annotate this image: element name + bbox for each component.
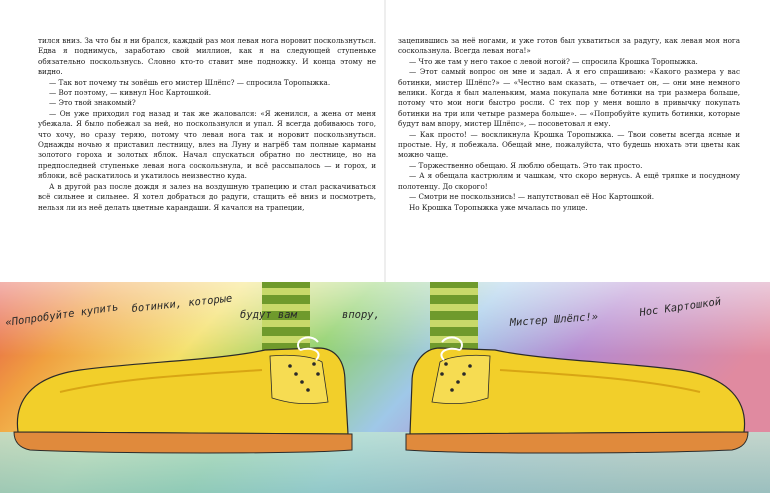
right-paragraph: — Как просто! — воскликнула Крошка Торопыжка. — Твои советы всегда ясные и простые. Ну, я побежала. Обещай мне, пожалуйста, что будешь нюхать эти цветы как можно чаще. (398, 129, 740, 160)
right-paragraph: — Этот самый вопрос он мне и задал. А я его спрашиваю: «Какого размера у вас ботинки, мистер Шлёпс?» — «Честно вам сказать, — отвечает он, — они мне немного велики. Когда я был маленьким, мама покупала мне ботинки на три размера больше, потому что мои ноги быстро росли. С тех пор у меня вошло в привычку покупать ботинки на три или четыре размера больше». — «Попробуйте купить ботинки, которые будут вам впору, мистер Шлёпс», — посоветовал я ему. (398, 67, 740, 129)
left-paragraph: — Это твой знакомый? (49, 98, 136, 108)
right-page-text (398, 36, 740, 213)
left-paragraph: тился вниз. За что бы я ни брался, каждый раз моя левая нога норовит поскользнуться. Едва я поднимусь, заработаю свой миллион, как я на следующей ступеньке обязательно поскользнусь. Словно кто-то ставит мне подножку. И конца этому не видно. (38, 36, 376, 77)
left-paragraph: — Он уже приходил год назад и так же жаловался: «Я женился, а жена от меня убежала. Я было побежал за ней, но поскользнулся и упал. Я всегда добиваюсь того, что хочу, но сразу теряю, потому что левая нога так и норовит поскользнуться. Однажды ночью я приставил лестницу, влез на Луну и нагрёб там полные карманы золотого гороха и золотых яблок. Начал спускаться обратно по лестнице, но на предпоследней ступеньке левая нога соскользнула, и всё рассыпалось — и горох, и яблоки, всё раскатилось и укатилось неизвестно куда. (38, 108, 376, 181)
left-page-text (38, 36, 376, 213)
caption-part: впору, (342, 309, 380, 321)
left-paragraph: — Так вот почему ты зовёшь его мистер Шлёпс? — спросила Торопыжка. (49, 77, 331, 87)
right-paragraph: зацепившись за неё ногами, и уже готов был ухватиться за радугу, как левая моя нога соскользнула. Всегда левая нога!» (398, 36, 740, 56)
caption-part: Мистер Шлёпс!» (509, 310, 599, 329)
caption-part: ботинки, которые (131, 292, 233, 315)
right-paragraph: — А я обещала кастрюлям и чашкам, что скоро вернусь. А ещё тряпке и посудному полотенцу. До скорого! (398, 171, 740, 191)
right-paragraph: — Что же там у него такое с левой ногой? — спросила Крошка Торопыжка. (409, 56, 698, 66)
right-paragraph: Но Крошка Торопыжка уже мчалась по улице. (409, 202, 588, 212)
shoes-illustration (0, 282, 770, 493)
right-paragraph: — Смотри не поскользнись! — напутствовал её Нос Картошкой. (409, 192, 655, 202)
caption-part: «Попробуйте купить (4, 301, 120, 329)
caption-part: будут вам (240, 309, 297, 321)
right-sock (430, 282, 478, 352)
caption-part: Нос Картошкой (638, 295, 722, 319)
left-paragraph: — Вот поэтому, — кивнул Нос Картошкой. (49, 88, 212, 98)
right-paragraph: — Торжественно обещаю. Я люблю обещать. Это так просто. (409, 160, 643, 170)
left-paragraph: А в другой раз после дождя я залез на воздушную трапецию и стал раскачиваться всё сильнее и сильнее. Я хотел добраться до радуги, стащить её вниз и посмотреть, нельзя ли из неё делать цветные карандаши. Я качался на трапеции, (38, 181, 376, 212)
